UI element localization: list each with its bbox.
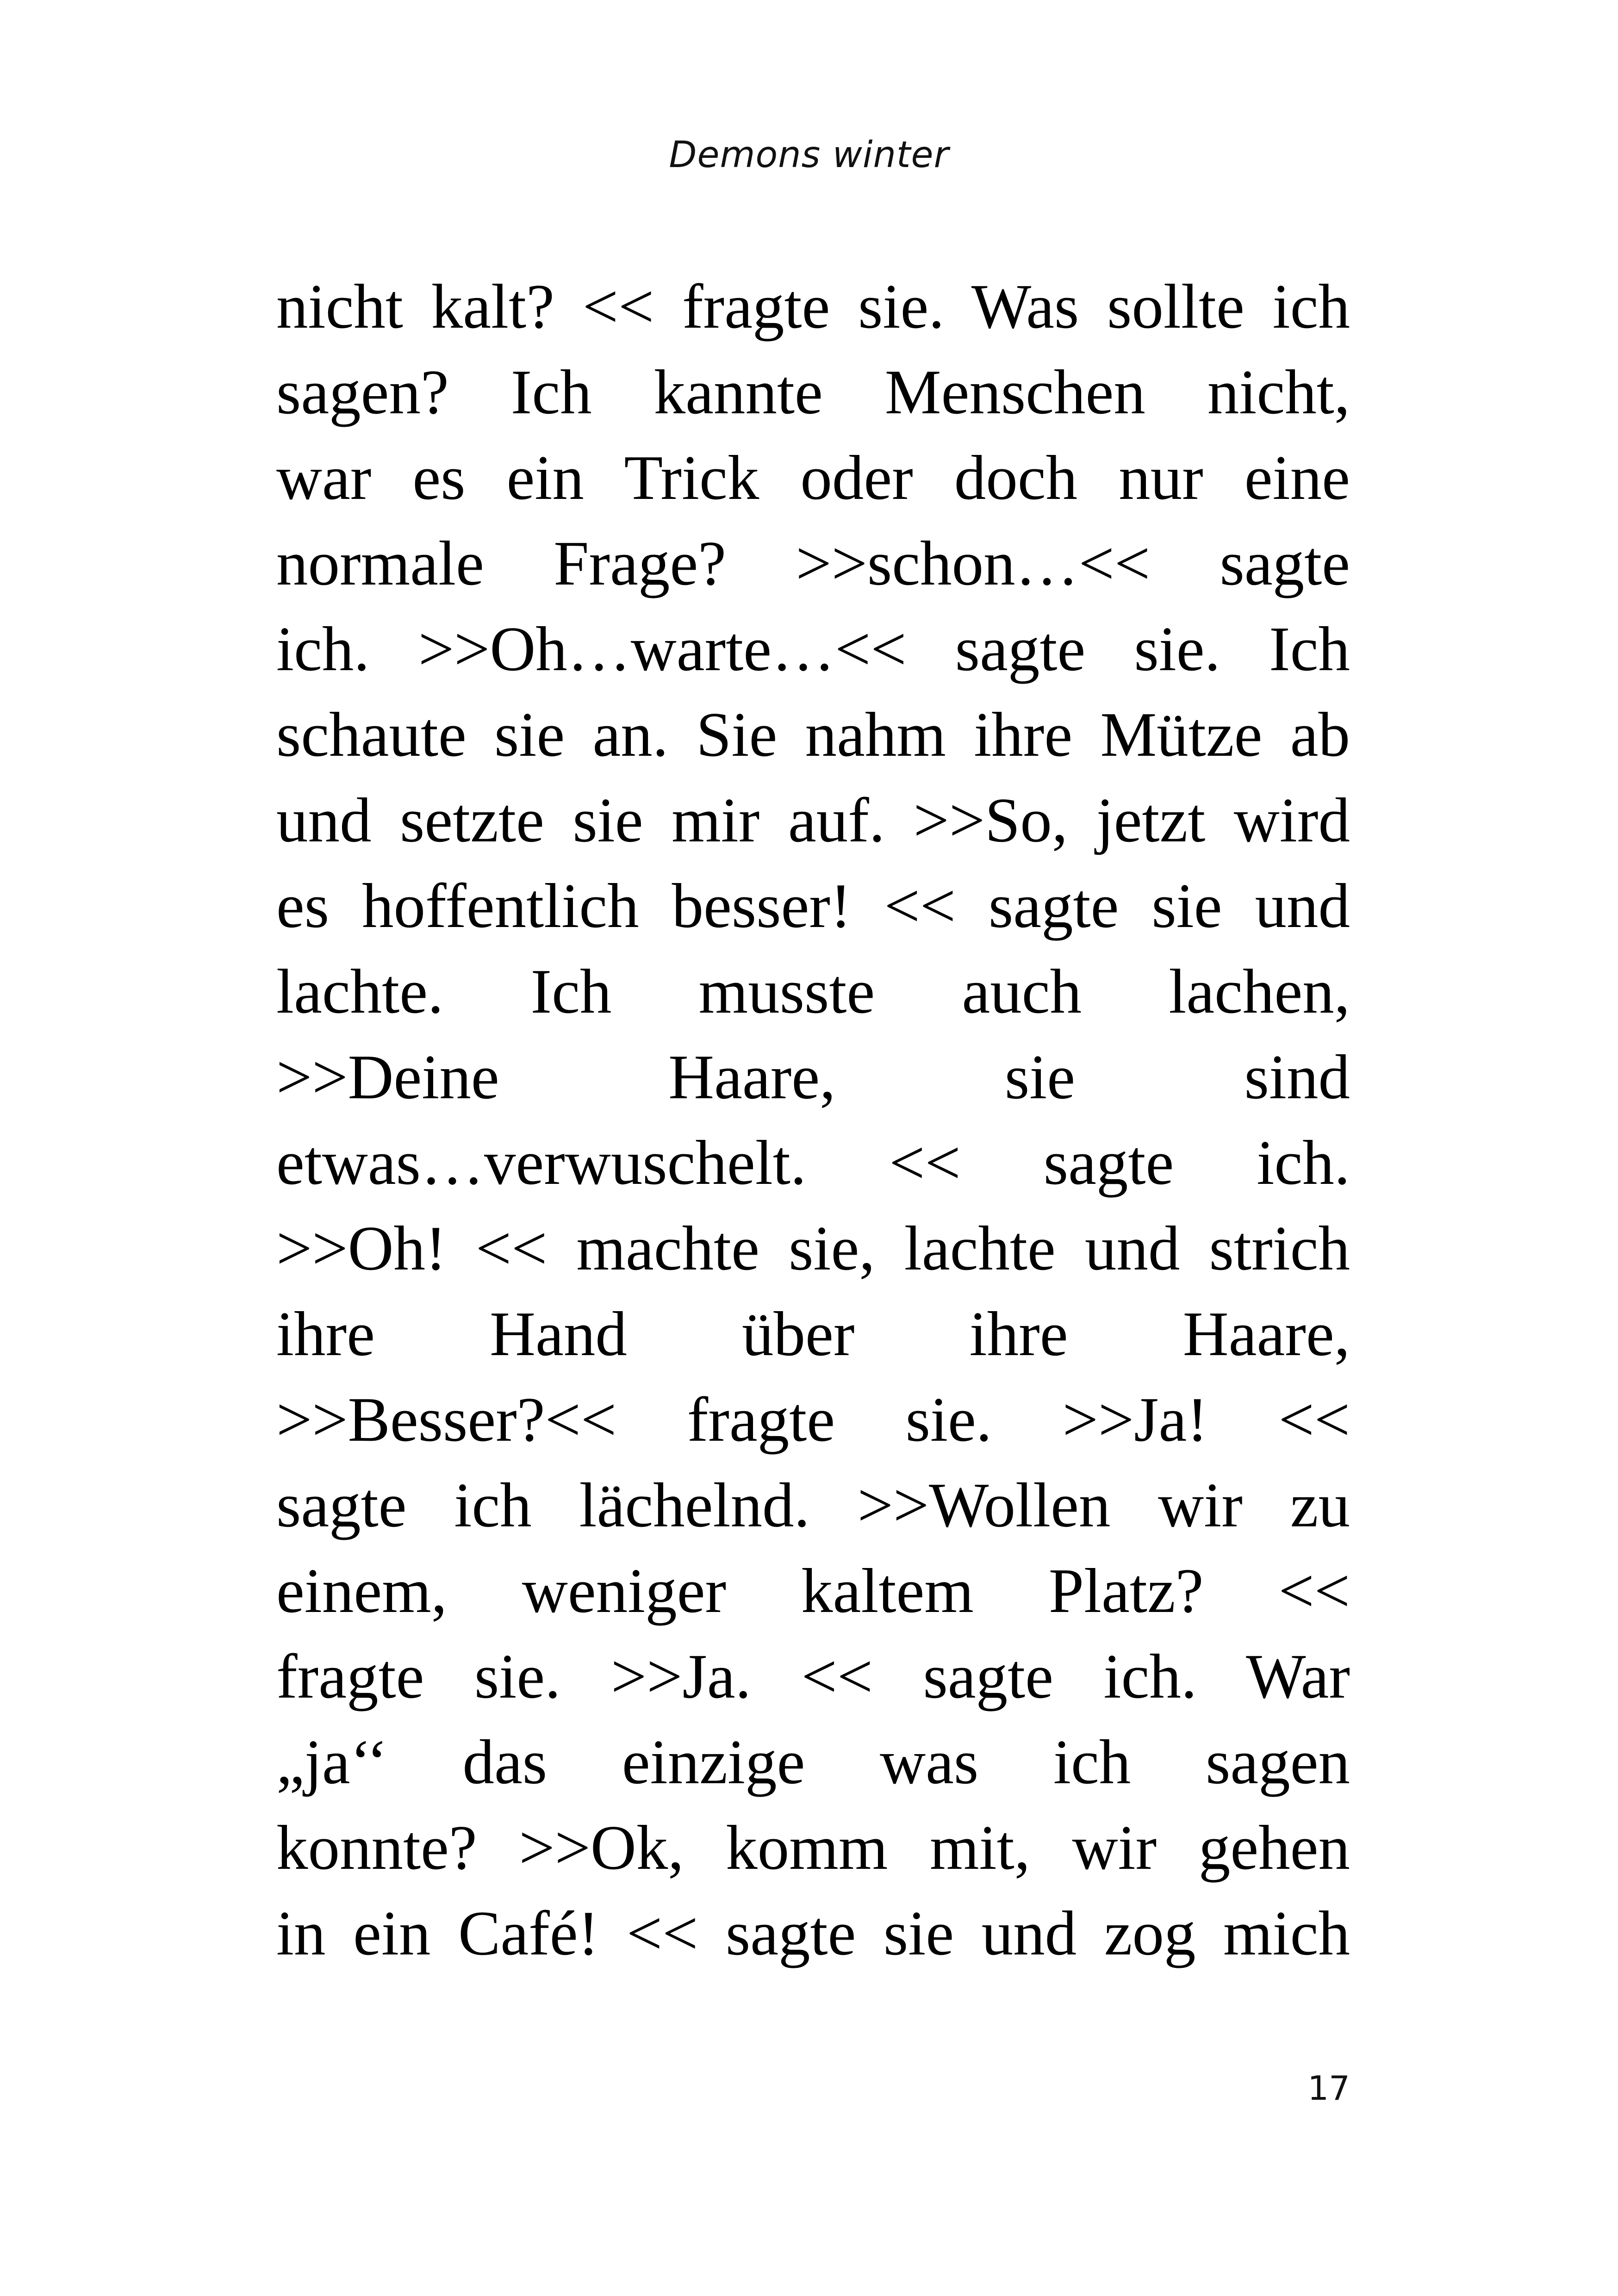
text-line: konnte? >>Ok, komm mit, wir gehen [276, 1812, 1350, 1883]
text-line: war es ein Trick oder doch nur eine [276, 442, 1350, 513]
text-line: sagte ich lächelnd. >>Wollen wir zu [276, 1470, 1350, 1540]
text-line: >>Oh! << machte sie, lachte und strich [276, 1213, 1350, 1283]
text-line: fragte sie. >>Ja. << sagte ich. War [276, 1641, 1350, 1711]
text-line: nicht kalt? << fragte sie. Was sollte ich [276, 271, 1350, 342]
text-line: in ein Café! << sagte sie und zog mich [276, 1898, 1350, 1968]
text-line: „ja‘‘ das einzige was ich sagen [276, 1727, 1350, 1797]
text-line: und setzte sie mir auf. >>So, jetzt wird [276, 785, 1350, 855]
text-line: sagen? Ich kannte Menschen nicht, [276, 357, 1350, 427]
text-line: normale Frage? >>schon…<< sagte [276, 528, 1350, 598]
text-line: einem, weniger kaltem Platz? << [276, 1556, 1350, 1626]
body-text [276, 264, 1350, 1976]
running-header: Demons winter [669, 134, 949, 176]
text-line: >>Besser?<< fragte sie. >>Ja! << [276, 1384, 1350, 1455]
text-line: es hoffentlich besser! << sagte sie und [276, 871, 1350, 941]
text-line: >>Deine Haare, sie sind [276, 1042, 1350, 1112]
text-line: etwas…verwuschelt. << sagte ich. [276, 1127, 1350, 1198]
text-line: ich. >>Oh…warte…<< sagte sie. Ich [276, 614, 1350, 684]
text-line: schaute sie an. Sie nahm ihre Mütze ab [276, 699, 1350, 770]
page-number: 17 [1307, 2069, 1350, 2108]
text-line: lachte. Ich musste auch lachen, [276, 956, 1350, 1027]
text-line: ihre Hand über ihre Haare, [276, 1299, 1350, 1369]
